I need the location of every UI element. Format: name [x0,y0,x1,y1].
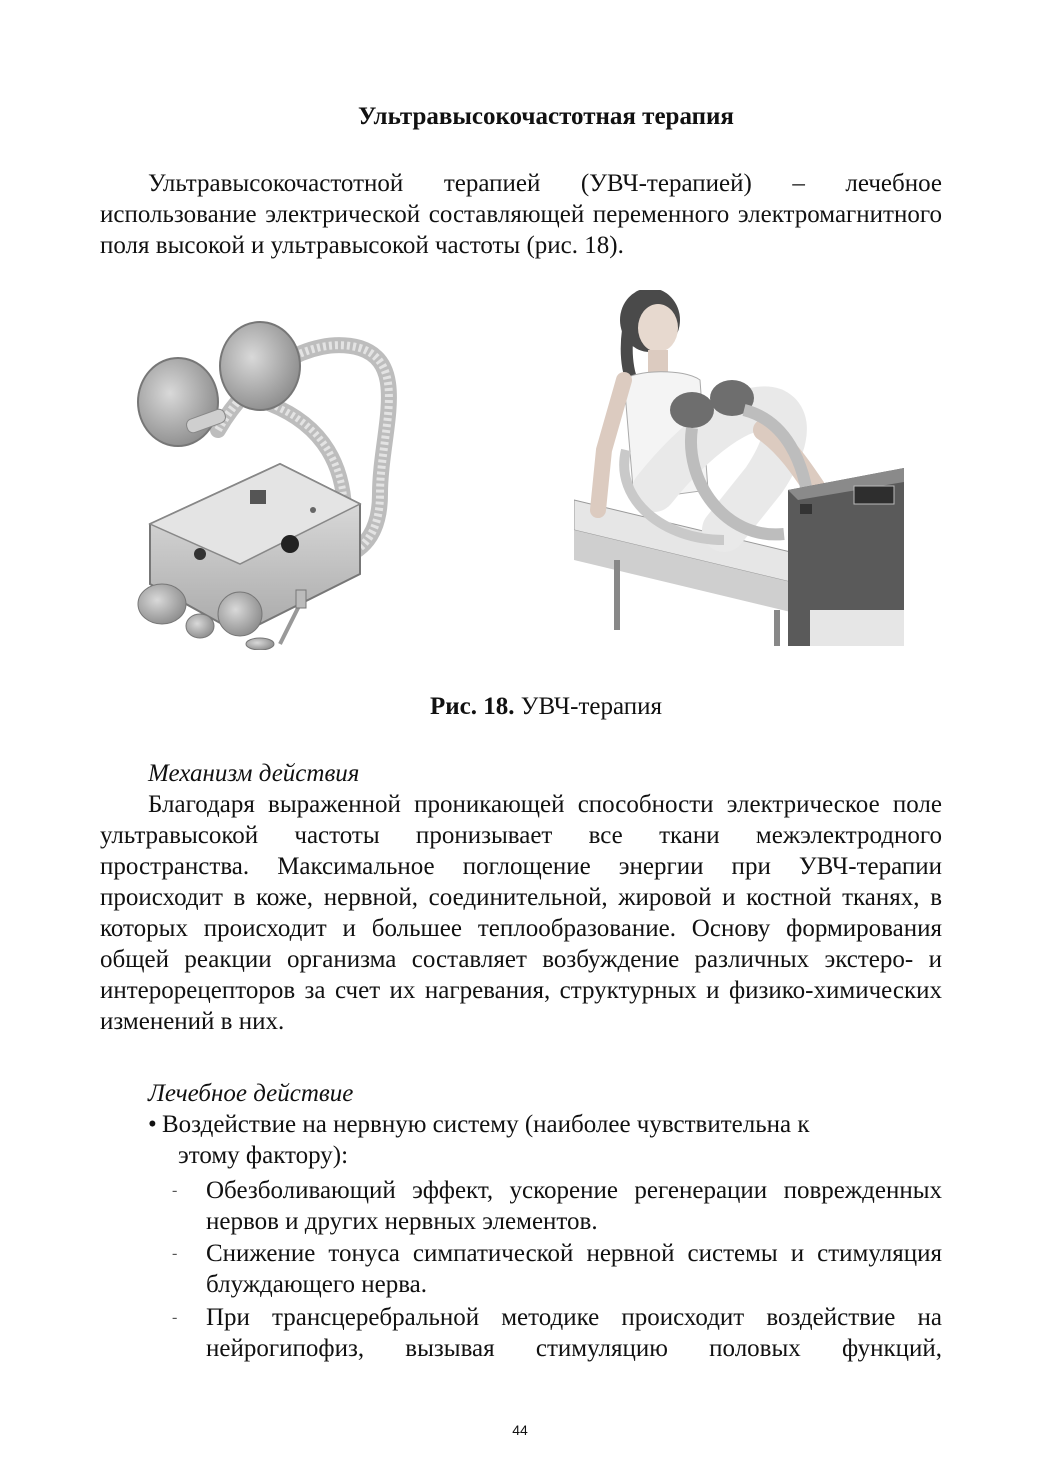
bullet-first-line: Воздействие на нервную систему (наиболее чувствительна к [162,1111,810,1138]
intro-paragraph: Ультравысокочастотной терапией (УВЧ-терапией) – лечебное использование электрической составляющей переменного электромагнитного поля высокой и ультравысокой частоты (рис. 18). [100,170,942,259]
list-item [172,1302,942,1364]
figure-caption-text: УВЧ-терапия [514,693,663,720]
dash-marker: - [172,1309,178,1326]
bullet-mark: • [148,1111,157,1138]
list-item [172,1238,942,1300]
uhf-therapy-patient-photo [574,290,904,646]
bullet-continuation: этому фактору): [178,1142,349,1169]
list-item [172,1175,942,1237]
section-title: Ультравысокочастотная терапия [358,103,734,130]
list-item-text: Обезболивающий эффект, ускорение регенерации поврежденных нервов и других нервных элементов. [206,1177,942,1235]
uhf-therapy-device-photo [130,314,460,650]
figure-caption-number: Рис. 18. [429,693,515,720]
page-number: 44 [512,1422,528,1438]
treatment-bullet-nervous-system [148,1109,942,1171]
list-item-text: Снижение тонуса симпатической нервной системы и стимуляция блуждающего нерва. [206,1240,942,1298]
dash-marker: - [172,1245,178,1262]
list-item-text: При трансцеребральной методике происходит воздействие на нейрогипофиз, вызывая стимуляцию половых функций, [206,1304,942,1362]
mechanism-paragraph: Благодаря выраженной проникающей способности электрическое поле ультравысокой частоты пронизывает все ткани межэлектродного пространства. Максимальное поглощение энергии при УВЧ-терапии происходит в коже, нервной, соединительной, жировой и костной тканях, в которых происходит и большее теплообразование. Основу формирования общей реакции организма составляет возбуждение различных экстеро- и интерорецепторов за счет их нагревания, структурных и физико-химических изменений в них. [100,791,942,1035]
mechanism-heading: Механизм действия [148,760,360,787]
dash-marker: - [172,1182,178,1199]
figure-18 [100,290,942,660]
treatment-heading: Лечебное действие [148,1080,354,1107]
figure-caption [0,692,1040,722]
